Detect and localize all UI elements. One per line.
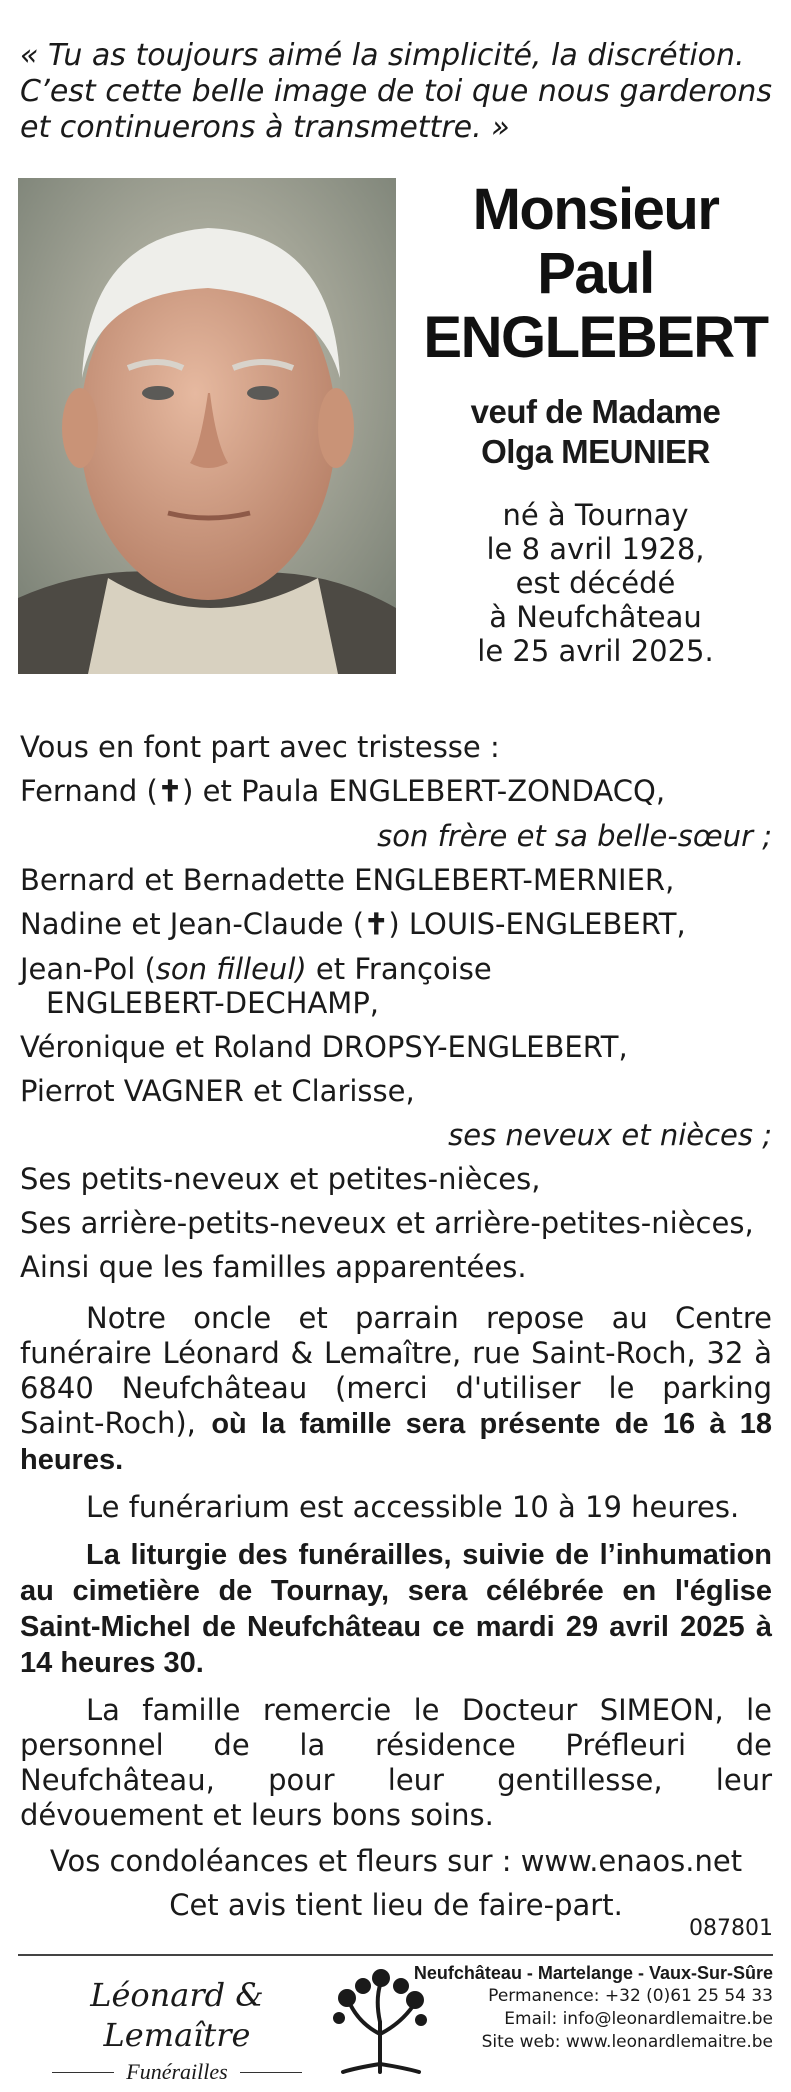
family-line: Ainsi que les familles apparentées. <box>20 1250 527 1284</box>
family-role: ses neveux et nièces ; <box>448 1118 772 1152</box>
death-verb: est décédé <box>515 566 676 600</box>
cross-icon: ✝ <box>364 909 389 941</box>
birth-date: le 8 avril 1928, <box>486 532 705 566</box>
family-line: Jean-Pol (son filleul) et Françoise <box>20 952 492 986</box>
website: Site web: www.leonardlemaitre.be <box>481 2032 773 2052</box>
portrait-photo <box>18 178 396 674</box>
family-intro: Vous en font part avec tristesse : <box>20 730 500 764</box>
notice-disclaimer: Cet avis tient lieu de faire-part. <box>169 1888 623 1922</box>
portrait-image <box>18 178 396 674</box>
phone: Permanence: +32 (0)61 25 54 33 <box>488 1986 773 2006</box>
viewing-info: Notre oncle et parrain repose au Centre funéraire Léonard & Lemaître, rue Saint-Roch, 32 à 6840 Neufchâteau (merci d'utiliser le parking Saint-Roch), où la famille sera présente de 16 à 18 heures. <box>20 1301 772 1476</box>
logo-line <box>52 2072 114 2073</box>
condolences-link: Vos condoléances et fleurs sur : www.enaos.net <box>49 1844 743 1878</box>
epitaph-quote <box>20 38 780 146</box>
family-line-continued: ENGLEBERT-DECHAMP, <box>46 986 380 1020</box>
logo-subtitle <box>22 2059 332 2085</box>
last-name: ENGLEBERT <box>423 305 768 370</box>
logo-line <box>240 2072 302 2073</box>
family-line: Bernard et Bernadette ENGLEBERT-MERNIER, <box>20 863 675 897</box>
family-line: Pierrot VAGNER et Clarisse, <box>20 1074 415 1108</box>
first-name: Paul <box>537 241 654 306</box>
life-dates <box>400 498 791 668</box>
family-line: Nadine et Jean-Claude (✝) LOUIS-ENGLEBERT, <box>20 907 686 941</box>
notice-body <box>20 725 772 1927</box>
funeral-home-name: Léonard & Lemaître <box>90 1976 264 2054</box>
reference-number: 087801 <box>689 1916 773 1941</box>
family-role: son frère et sa belle-sœur ; <box>377 819 772 853</box>
family-line: Ses petits-neveux et petites-nièces, <box>20 1162 541 1196</box>
quote-line: et continuerons à transmettre. » <box>20 110 510 145</box>
funeral-home-subtitle: Funérailles <box>126 2059 228 2084</box>
birth-place: né à Tournay <box>502 498 689 532</box>
deceased-identity <box>400 178 791 668</box>
family-line: Véronique et Roland DROPSY-ENGLEBERT, <box>20 1030 628 1064</box>
funeral-home-contact <box>414 1962 773 2054</box>
family-line: Fernand (✝) et Paula ENGLEBERT-ZONDACQ, <box>20 774 666 808</box>
spouse-info <box>400 392 791 472</box>
funerarium-hours: Le funérarium est accessible 10 à 19 heures. <box>86 1490 740 1524</box>
family-line: Ses arrière-petits-neveux et arrière-petites-nièces, <box>20 1206 754 1240</box>
divider <box>18 1954 773 1956</box>
quote-line: « Tu as toujours aimé la simplicité, la discrétion. <box>20 38 745 73</box>
cross-icon: ✝ <box>157 776 183 808</box>
death-place: à Neufchâteau <box>489 600 702 634</box>
spouse-line: veuf de Madame <box>470 393 721 430</box>
spouse-name: Olga MEUNIER <box>481 433 710 470</box>
ceremony-info: La liturgie des funérailles, suivie de l’inhumation au cimetière de Tournay, sera célébrée en l'église Saint-Michel de Neufchâteau ce mardi 29 avril 2025 à 14 heures 30. <box>20 1539 772 1679</box>
civility: Monsieur <box>472 177 719 242</box>
quote-line: C’est cette belle image de toi que nous garderons <box>20 74 773 109</box>
acknowledgements: La famille remercie le Docteur SIMEON, le personnel de la résidence Préfleuri de Neufchâteau, pour leur gentillesse, leur dévouement et leurs bons soins. <box>20 1693 772 1832</box>
death-date: le 25 avril 2025. <box>477 634 714 668</box>
email: Email: info@leonardlemaitre.be <box>504 2009 773 2029</box>
funeral-home-logo <box>22 1975 332 2085</box>
locations: Neufchâteau - Martelange - Vaux-Sur-Sûre <box>413 1963 773 1983</box>
